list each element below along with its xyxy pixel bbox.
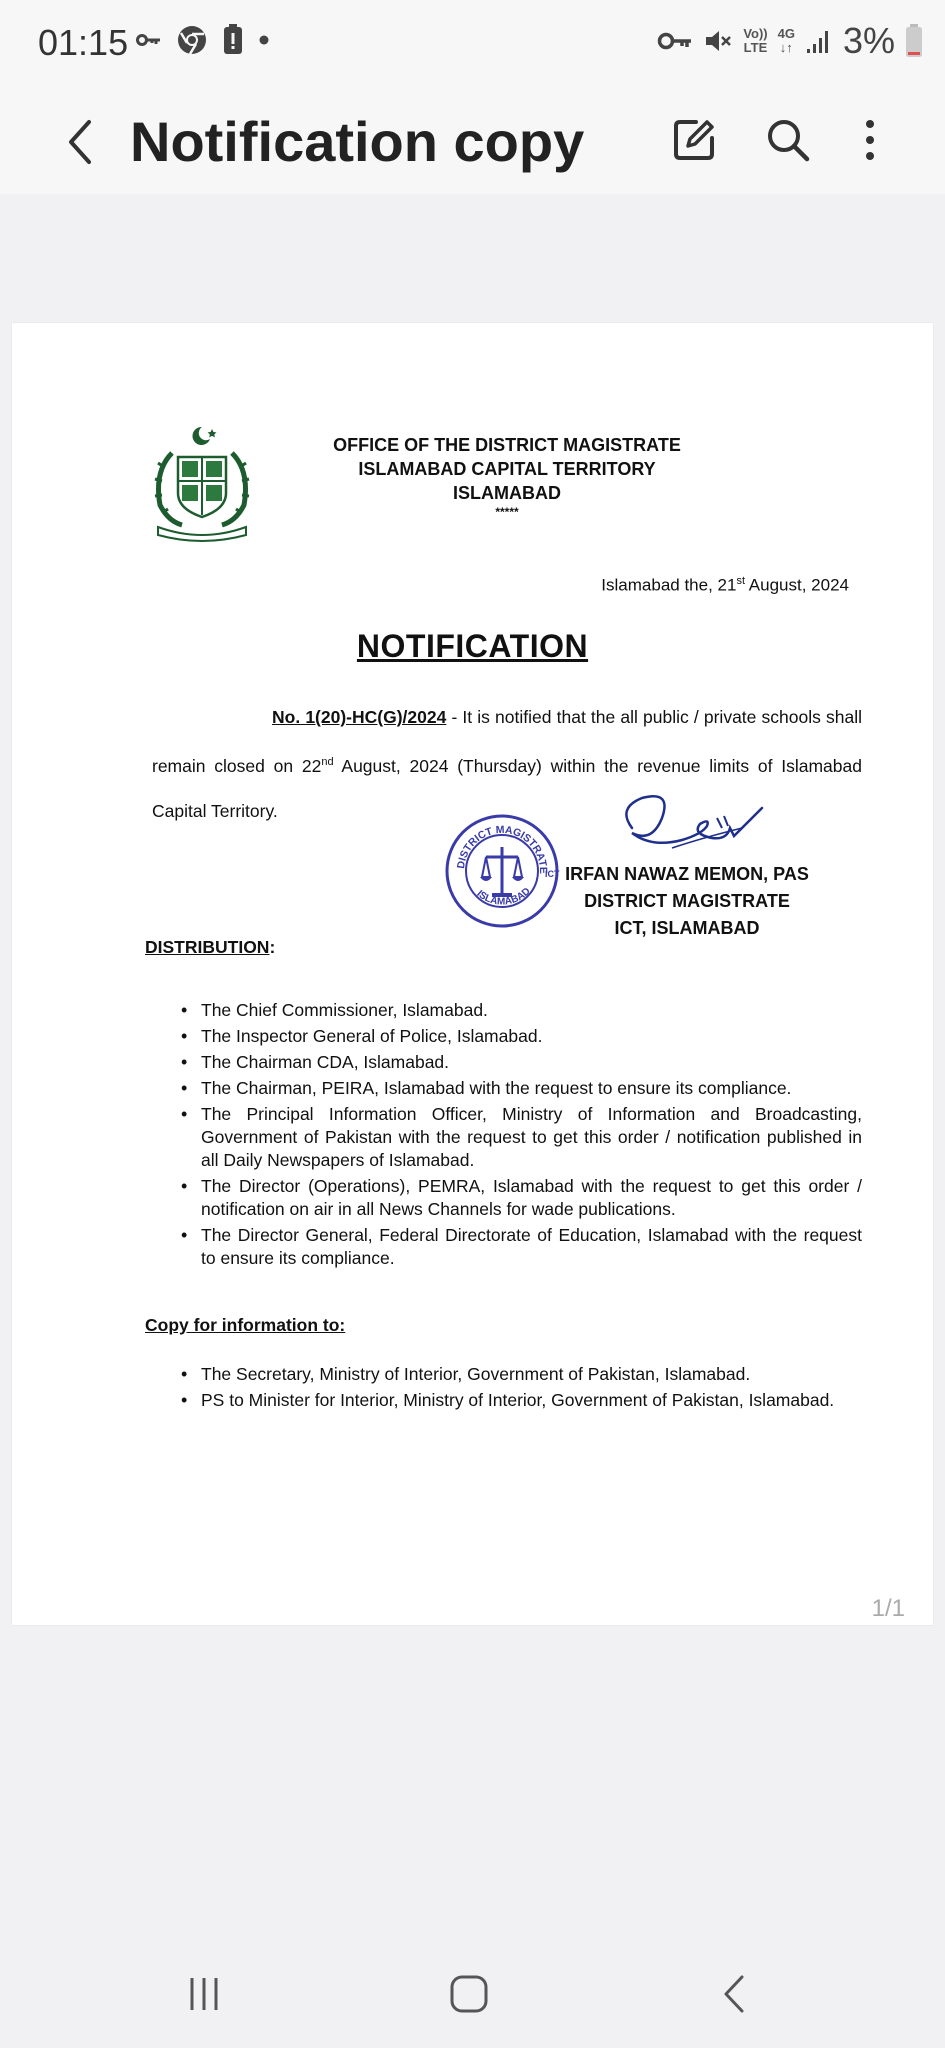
- notification-date: Islamabad the, 21st August, 2024: [601, 575, 849, 595]
- official-seal: [442, 811, 562, 931]
- back-icon: [65, 118, 95, 166]
- list-item: • The Chairman, PEIRA, Islamabad with the request to ensure its compliance.: [149, 1077, 862, 1100]
- more-icon: [862, 116, 878, 164]
- state-emblem-icon: [142, 421, 262, 545]
- nav-back-icon: [722, 1974, 746, 2014]
- distribution-list: [149, 999, 862, 1273]
- list-item: • PS to Minister for Interior, Ministry of Interior, Government of Pakistan, Islamabad.: [149, 1389, 862, 1412]
- edit-icon: [670, 116, 718, 164]
- mute-icon: [703, 26, 733, 56]
- network-indicator: 4G ↓↑: [777, 26, 795, 55]
- page-indicator: 1/1: [871, 1595, 905, 1622]
- volte-indicator: Vo)) LTE: [743, 26, 768, 55]
- page-title: Notification copy: [130, 110, 585, 173]
- search-icon: [764, 116, 812, 164]
- copy-to-list: [149, 1363, 862, 1415]
- alert-icon: [222, 24, 244, 56]
- svg-text:ISLAMABAD: ISLAMABAD: [474, 885, 533, 908]
- search-button[interactable]: [756, 108, 820, 172]
- signature-image: [612, 788, 772, 868]
- office-header: OFFICE OF THE DISTRICT MAGISTRATE ISLAMABAD CAPITAL TERRITORY ISLAMABAD *****: [333, 435, 681, 519]
- vpn-key-icon: [657, 30, 693, 52]
- edit-button[interactable]: [662, 108, 726, 172]
- list-item: • The Inspector General of Police, Islamabad.: [149, 1025, 862, 1048]
- reference-number: No. 1(20)-HC(G)/2024: [272, 707, 447, 727]
- home-button[interactable]: [429, 1964, 509, 2024]
- list-item: • The Director General, Federal Directorate of Education, Islamabad with the request to ensure its compliance.: [149, 1224, 862, 1270]
- recents-icon: [186, 1976, 222, 2012]
- recents-button[interactable]: [164, 1964, 244, 2024]
- distribution-heading: DISTRIBUTION:: [145, 937, 276, 957]
- notification-body: No. 1(20)-HC(G)/2024 - It is notified that the all public / private schools shall remain closed on 22nd August, 2024 (Thursday) within the revenue limits of Islamabad Capital Territory.: [152, 707, 862, 821]
- status-right-icons: [657, 20, 923, 62]
- status-left-icons: [136, 24, 270, 56]
- list-item: • The Principal Information Officer, Ministry of Information and Broadcasting, Government of Pakistan with the request to get this order / notification published in all Daily Newspapers of Islamabad.: [149, 1103, 862, 1172]
- app-bar: [0, 90, 945, 194]
- document-page[interactable]: [12, 323, 933, 1625]
- svg-text:DISTRICT MAGISTRATE: DISTRICT MAGISTRATE: [454, 823, 550, 874]
- chrome-icon: [176, 24, 208, 56]
- list-item: • The Chairman CDA, Islamabad.: [149, 1051, 862, 1074]
- dot-icon: [258, 34, 270, 46]
- battery-percent: 3%: [842, 20, 895, 61]
- status-bar: [0, 0, 945, 90]
- navigation-bar: [0, 1940, 945, 2048]
- document-content: [12, 323, 933, 1625]
- home-icon: [449, 1974, 489, 2014]
- notification-title: NOTIFICATION: [356, 628, 589, 664]
- signal-icon: [805, 27, 833, 55]
- list-item: • The Secretary, Ministry of Interior, Government of Pakistan, Islamabad.: [149, 1363, 862, 1386]
- more-options-button[interactable]: [838, 108, 902, 172]
- battery-icon: [905, 24, 923, 58]
- list-item: • The Chief Commissioner, Islamabad.: [149, 999, 862, 1022]
- copy-to-heading: Copy for information to:: [145, 1315, 346, 1335]
- nav-back-button[interactable]: [694, 1964, 774, 2024]
- back-button[interactable]: [50, 110, 110, 174]
- signatory-block: IRFAN NAWAZ MEMON, PAS DISTRICT MAGISTRATE ICT, ISLAMABAD: [565, 864, 809, 938]
- svg-text:ICT: ICT: [545, 869, 560, 879]
- status-time: 01:15: [38, 22, 129, 63]
- list-item: • The Director (Operations), PEMRA, Islamabad with the request to get this order / notification on air in all News Channels for wade publications.: [149, 1175, 862, 1221]
- key-icon: [136, 32, 162, 48]
